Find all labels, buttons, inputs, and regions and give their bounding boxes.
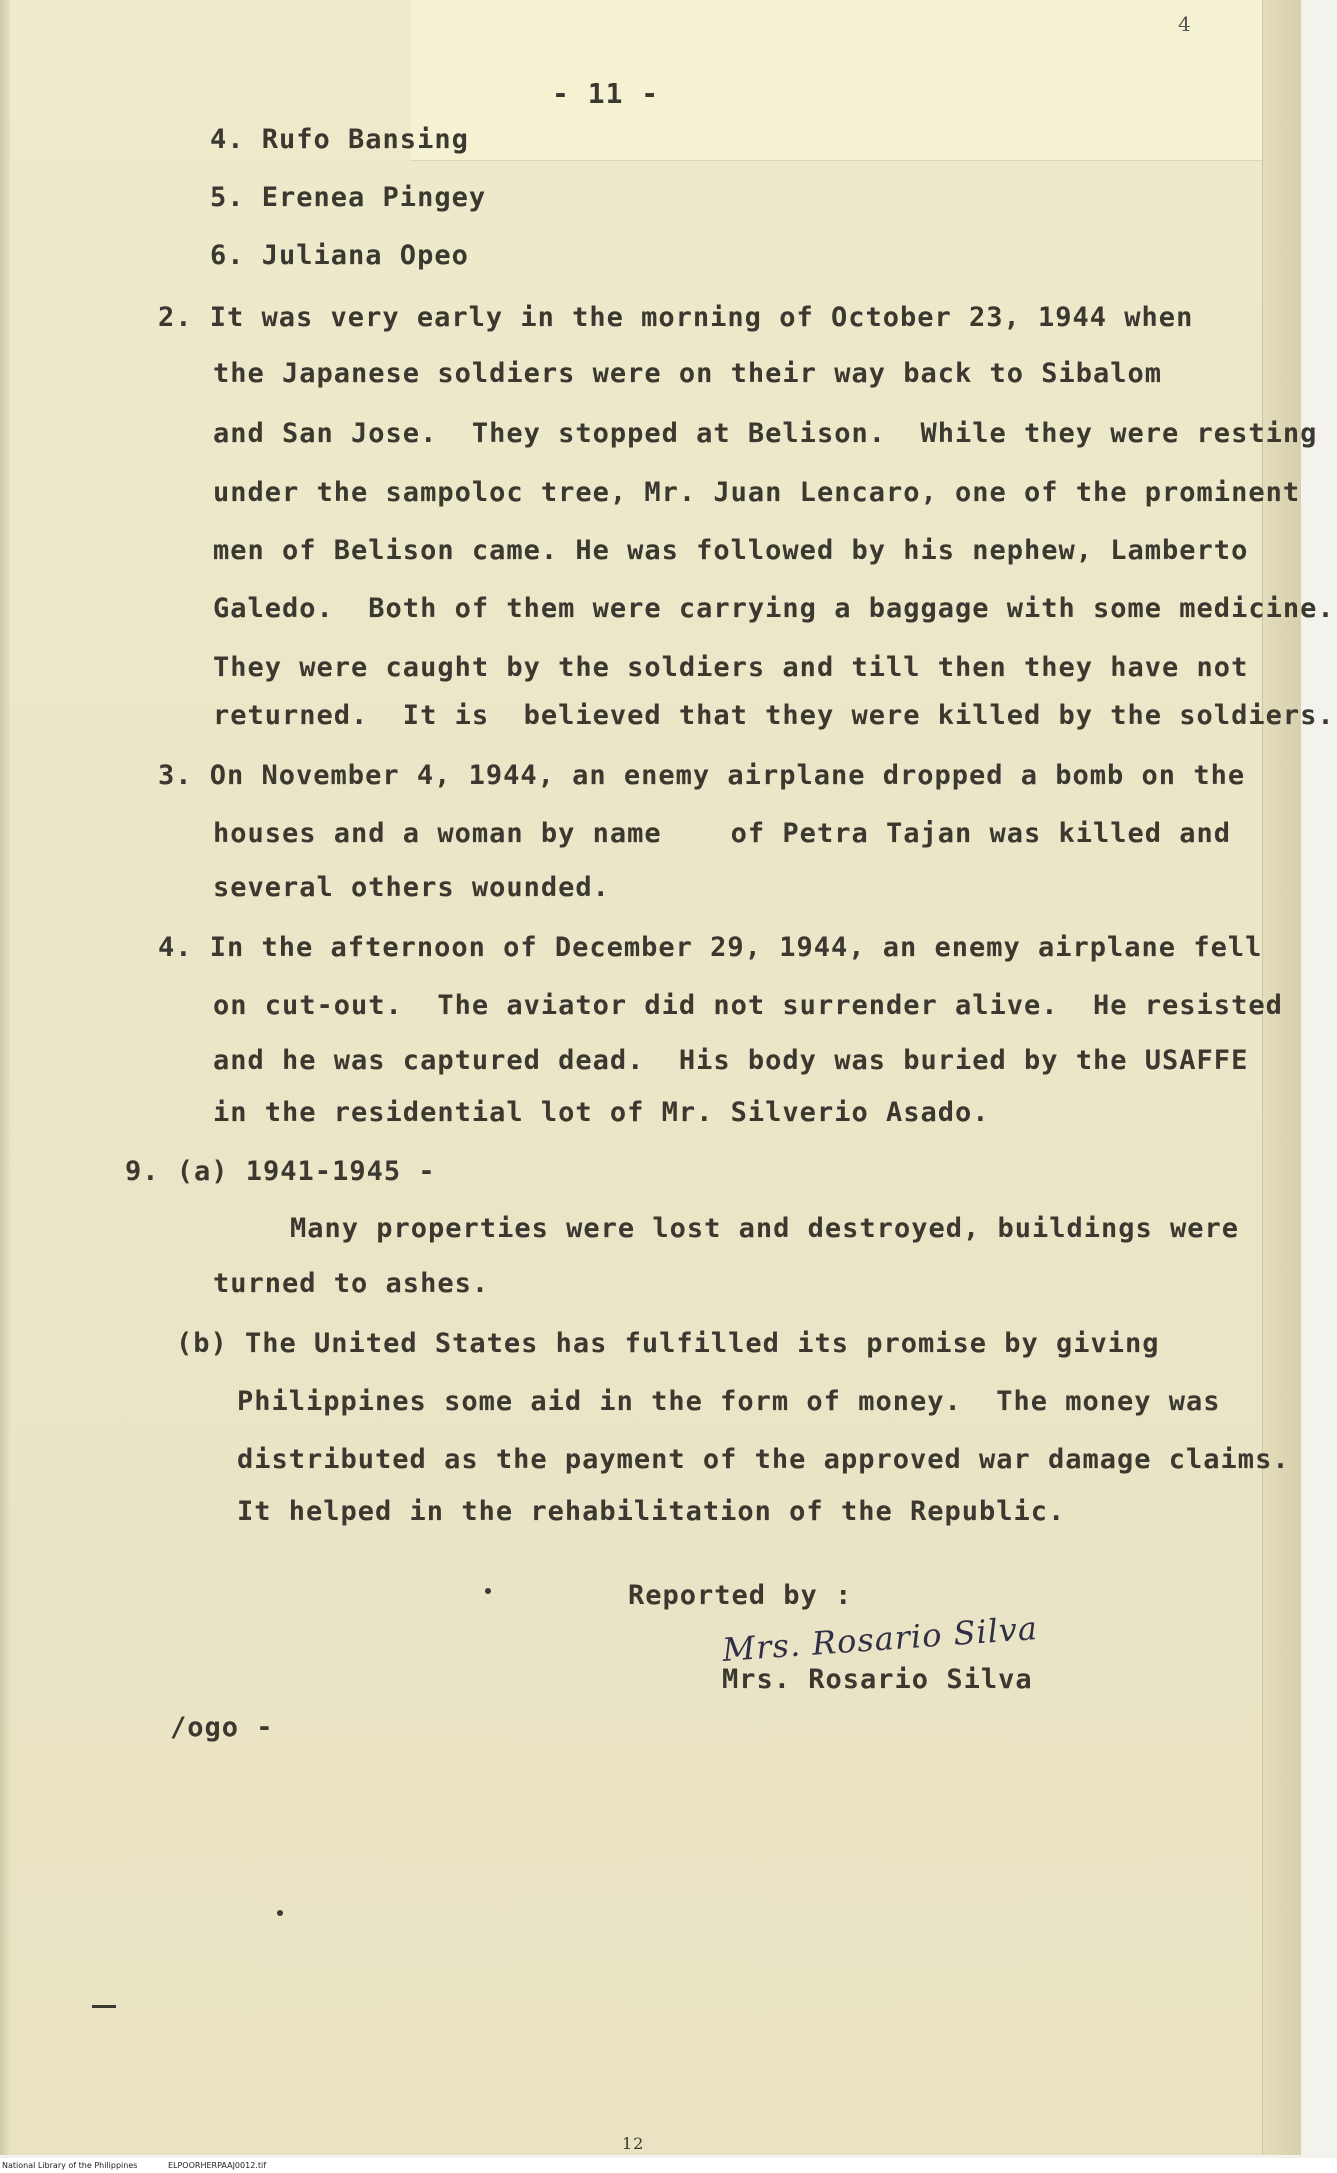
text-line: (b) The United States has fulfilled its promise by giving	[176, 1328, 1160, 1359]
text-line: 4. Rufo Bansing	[210, 124, 469, 155]
text-line: Many properties were lost and destroyed, buildings were	[290, 1213, 1240, 1244]
text-line: It helped in the rehabilitation of the Republic.	[237, 1496, 1066, 1527]
ink-dot	[277, 1910, 283, 1916]
corner-mark: 4	[1178, 12, 1192, 36]
text-line: men of Belison came. He was followed by his nephew, Lamberto	[213, 535, 1249, 566]
text-line: under the sampoloc tree, Mr. Juan Lencaro, one of the prominent	[213, 477, 1301, 508]
text-line: the Japanese soldiers were on their way back to Sibalom	[213, 358, 1163, 389]
text-line: 3. On November 4, 1944, an enemy airplane dropped a bomb on the	[158, 760, 1246, 791]
ink-mark	[92, 2005, 116, 2008]
handwritten-signature: Mrs. Rosario Silva	[721, 1609, 1040, 1669]
text-line: Philippines some aid in the form of money. The money was	[237, 1386, 1221, 1417]
library-credit: National Library of the Philippines	[2, 2161, 138, 2170]
torn-right-edge	[1262, 0, 1301, 2155]
text-line: 2. It was very early in the morning of October 23, 1944 when	[158, 302, 1194, 333]
page-number: - 11 -	[552, 77, 660, 110]
text-line: and San Jose. They stopped at Belison. While they were resting	[213, 418, 1318, 449]
text-line: 9. (a) 1941-1945 -	[125, 1156, 436, 1187]
text-line: Galedo. Both of them were carrying a baggage with some medicine.	[213, 593, 1335, 624]
ink-dot	[485, 1588, 491, 1594]
bottom-handwritten-mark: 12	[622, 2134, 645, 2153]
text-line: 5. Erenea Pingey	[210, 182, 487, 213]
text-line: They were caught by the soldiers and till then they have not	[213, 652, 1249, 683]
text-line: returned. It is believed that they were killed by the soldiers.	[213, 700, 1335, 731]
reporter-name: Mrs. Rosario Silva	[722, 1664, 1033, 1695]
text-line: on cut-out. The aviator did not surrender alive. He resisted	[213, 990, 1283, 1021]
text-line: 6. Juliana Opeo	[210, 240, 469, 271]
text-line: houses and a woman by name of Petra Tajan was killed and	[213, 818, 1232, 849]
text-line: distributed as the payment of the approved war damage claims.	[237, 1444, 1290, 1475]
typist-initials: /ogo -	[170, 1712, 274, 1743]
file-id: ELPOORHERPAAJ0012.tif	[167, 2161, 267, 2170]
text-line: 4. In the afternoon of December 29, 1944, an enemy airplane fell	[158, 932, 1263, 963]
text-line: turned to ashes.	[213, 1268, 490, 1299]
text-line: in the residential lot of Mr. Silverio Asado.	[213, 1097, 990, 1128]
reported-by-label: Reported by :	[628, 1580, 853, 1611]
text-line: several others wounded.	[213, 872, 610, 903]
scan-footer	[0, 2158, 1337, 2173]
text-line: and he was captured dead. His body was buried by the USAFFE	[213, 1045, 1249, 1076]
